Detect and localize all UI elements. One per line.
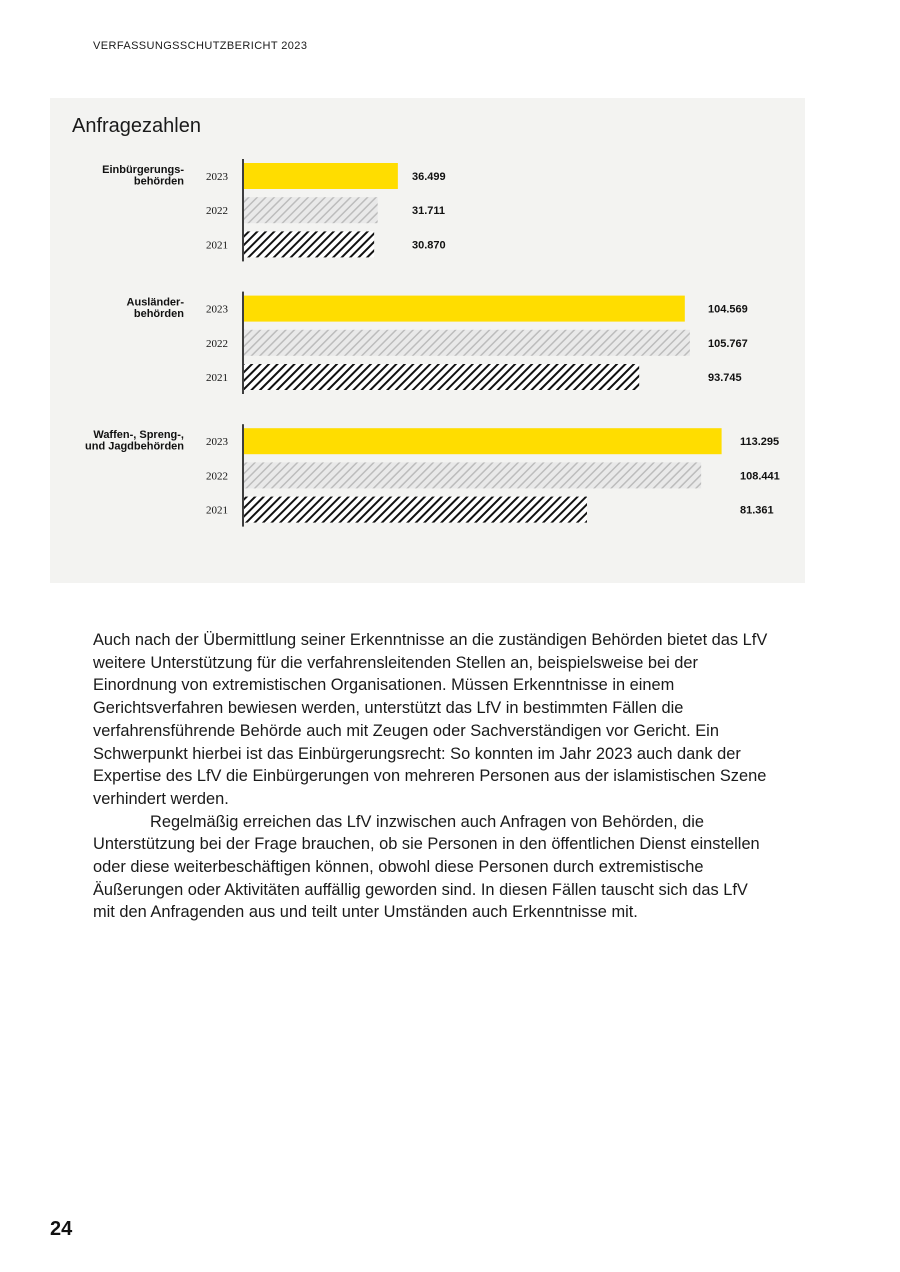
value-label: 36.499 bbox=[412, 171, 446, 183]
category-label: behörden bbox=[133, 175, 184, 188]
year-label: 2021 bbox=[206, 504, 228, 517]
value-label: 93.745 bbox=[708, 372, 742, 384]
year-label: 2021 bbox=[206, 372, 228, 384]
body-paragraph-2: Regelmäßig erreichen das LfV inzwischen auch Anfragen von Behörden, die Unterstützung bei der Frage brauchen, ob sie Personen in den öffentlichen Dienst einstellen oder diese weiterbeschäftigen können, obwohl diese Personen durch extremistische Äußerungen oder Aktivitäten auffällig geworden sind. In diesen Fällen tauscht sich das LfV mit den Anfragenden aus und teilt unter Umständen auch Erkenntnisse mit. bbox=[93, 812, 760, 922]
bar-2023 bbox=[244, 163, 398, 189]
category-label: behörden bbox=[133, 308, 184, 321]
value-label: 30.870 bbox=[412, 239, 446, 252]
bar-2022 bbox=[244, 462, 701, 488]
running-header: VERFASSUNGSSCHUTZBERICHT 2023 bbox=[93, 40, 308, 52]
year-label: 2023 bbox=[206, 436, 228, 449]
bar-2023 bbox=[244, 296, 685, 322]
year-label: 2022 bbox=[206, 337, 228, 350]
chart-panel bbox=[50, 98, 805, 583]
body-text bbox=[93, 629, 773, 924]
chart-title: Anfragezahlen bbox=[72, 115, 201, 137]
bar-2023 bbox=[244, 428, 722, 454]
value-label: 104.569 bbox=[708, 303, 748, 316]
year-label: 2022 bbox=[206, 205, 228, 218]
category-label: und Jagdbehörden bbox=[85, 440, 184, 453]
value-label: 113.295 bbox=[740, 436, 780, 449]
body-paragraph-1: Auch nach der Übermittlung seiner Erkenntnisse an die zuständigen Behörden bietet das LfV weitere Unterstützung für die verfahrensleitenden Stellen an, beispielsweise bei der Einordnung von extremistischen Organisationen. Müssen Erkenntnisse in einem Gerichtsverfahren bewiesen werden, unterstützt das LfV in bestimmten Fällen die verfahrensführende Behörde auch mit Zeugen oder Sachverständigen vor Gericht. Ein Schwerpunkt hierbei ist das Einbürgerungsrecht: So konnten im Jahr 2023 auch dank der Expertise des LfV die Einbürgerungen von mehreren Personen aus der islamistischen Szene verhindert werden. bbox=[93, 631, 768, 808]
year-label: 2022 bbox=[206, 470, 228, 483]
category-label: Ausländer- bbox=[126, 296, 184, 309]
bar-chart bbox=[50, 98, 805, 583]
bar-2022 bbox=[244, 330, 690, 356]
year-label: 2021 bbox=[206, 239, 228, 252]
category-label: Waffen-, Spreng-, bbox=[93, 429, 184, 442]
bar-2021 bbox=[244, 231, 374, 257]
year-label: 2023 bbox=[206, 171, 228, 183]
bar-2021 bbox=[244, 364, 639, 390]
bar-2022 bbox=[244, 197, 378, 223]
year-label: 2023 bbox=[206, 303, 228, 316]
value-label: 81.361 bbox=[740, 504, 774, 517]
bar-2021 bbox=[244, 497, 587, 523]
value-label: 108.441 bbox=[740, 470, 780, 483]
value-label: 31.711 bbox=[412, 205, 446, 218]
page-number: 24 bbox=[50, 1218, 73, 1240]
value-label: 105.767 bbox=[708, 337, 748, 350]
category-label: Einbürgerungs- bbox=[102, 164, 184, 176]
